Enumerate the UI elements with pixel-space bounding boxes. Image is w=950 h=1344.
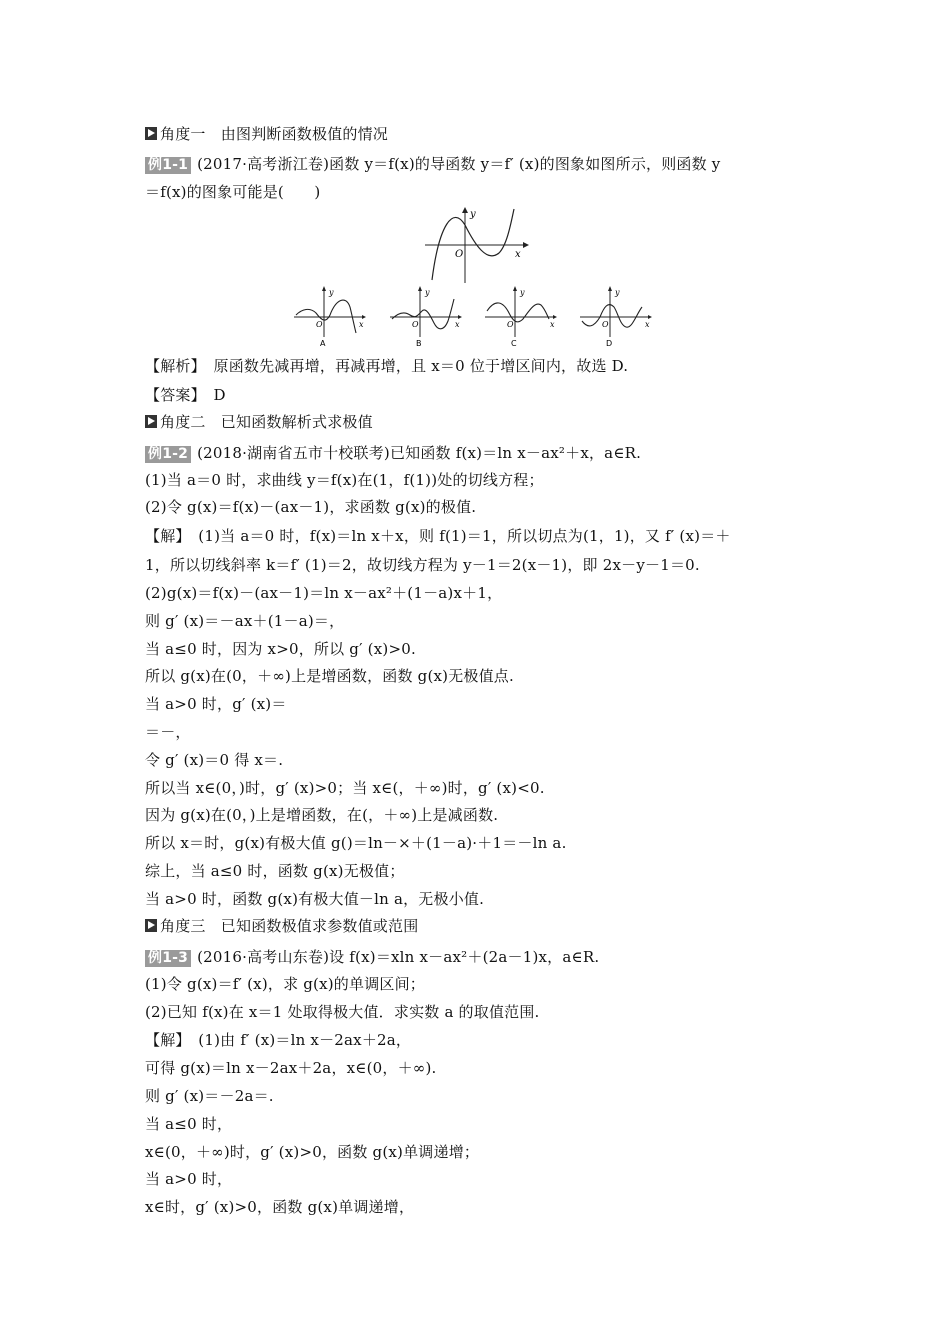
solution-line: 则 g′ (x)＝－2a＝.	[145, 1087, 274, 1105]
solution-line: 所以 g(x)在(0，＋∞)上是增函数，函数 g(x)无极值点.	[145, 667, 514, 685]
solution-line: 所以 x＝时，g(x)有极大值 g()＝ln－×＋(1－a)·＋1＝－ln a.	[145, 834, 567, 852]
solution-line: x∈(0，＋∞)时，g′ (x)>0，函数 g(x)单调递增；	[145, 1143, 480, 1161]
solution-line: 当 a≤0 时，因为 x>0，所以 g′ (x)>0.	[145, 640, 416, 658]
section-heading-angle3: 角度三 已知函数极值求参数值或范围	[145, 916, 418, 936]
solution-line: 当 a≤0 时，	[145, 1115, 233, 1133]
option-graph-b	[388, 285, 468, 347]
solution-line: 因为 g(x)在(0，)上是增函数，在(，＋∞)上是减函数.	[145, 806, 499, 824]
svg-text:y: y	[329, 288, 334, 297]
option-graph-d	[578, 285, 658, 347]
option-graph-c	[483, 285, 563, 347]
play-triangle-icon	[145, 415, 157, 428]
question-1: (1)令 g(x)＝f′ (x)，求 g(x)的单调区间；	[145, 975, 426, 993]
question-2: (2)令 g(x)＝f(x)－(ax－1)，求函数 g(x)的极值.	[145, 498, 477, 516]
play-triangle-icon	[145, 919, 157, 932]
solution-line: ＝－，	[145, 723, 191, 741]
example-1-1-stem: 例1-1 (2017·高考浙江卷)函数 y＝f(x)的导函数 y＝f′ (x)的图象如图所示，则函数 y	[145, 154, 720, 174]
solution-line: 当 a>0 时，	[145, 1170, 233, 1188]
svg-text:x: x	[455, 320, 460, 329]
answer-line: 【答案】 D	[145, 386, 226, 404]
svg-text:O: O	[412, 320, 419, 329]
example-1-3-stem: 例1-3 (2016·高考山东卷)设 f(x)＝xln x－ax²＋(2a－1)x，a∈R.	[145, 947, 599, 967]
section-heading-angle1: 角度一 由图判断函数极值的情况	[145, 124, 388, 144]
solution-line: 令 g′ (x)＝0 得 x＝.	[145, 751, 284, 769]
derivative-graph	[425, 205, 530, 283]
play-triangle-icon	[145, 127, 157, 140]
solution-line: x∈时，g′ (x)>0，函数 g(x)单调递增，	[145, 1198, 415, 1216]
solution-line: 则 g′ (x)＝－ax＋(1－a)＝，	[145, 612, 345, 630]
solution-line: 可得 g(x)＝ln x－2ax＋2a，x∈(0，＋∞).	[145, 1059, 437, 1077]
option-graph-a	[292, 285, 372, 347]
svg-text:x: x	[645, 320, 650, 329]
solution-line: 所以当 x∈(0，)时，g′ (x)>0；当 x∈(，＋∞)时，g′ (x)<0.	[145, 779, 545, 797]
svg-text:O: O	[507, 320, 514, 329]
solution-line: 当 a>0 时，g′ (x)＝	[145, 695, 287, 713]
graph-label-origin: O	[455, 249, 464, 260]
option-label-a: A	[320, 339, 326, 347]
example-tag: 例1-3	[145, 950, 191, 967]
svg-text:y: y	[615, 288, 620, 297]
question-1: (1)当 a＝0 时，求曲线 y＝f(x)在(1，f(1))处的切线方程；	[145, 471, 544, 489]
svg-text:y: y	[520, 288, 525, 297]
graph-label-y: y	[470, 209, 476, 220]
example-tag: 例1-1	[145, 157, 191, 174]
graph-label-x: x	[515, 249, 521, 260]
svg-text:y: y	[425, 288, 430, 297]
option-label-d: D	[606, 339, 613, 347]
example-tag: 例1-2	[145, 446, 191, 463]
svg-text:O: O	[602, 320, 609, 329]
question-2: (2)已知 f(x)在 x＝1 处取得极大值．求实数 a 的取值范围.	[145, 1003, 540, 1021]
solution-line: 【解】 (1)由 f′ (x)＝ln x－2ax＋2a，	[145, 1031, 412, 1049]
section-heading-angle2: 角度二 已知函数解析式求极值	[145, 412, 373, 432]
analysis-line: 【解析】 原函数先减再增，再减再增，且 x＝0 位于增区间内，故选 D.	[145, 357, 629, 375]
solution-line: 1，所以切线斜率 k＝f′ (1)＝2，故切线方程为 y－1＝2(x－1)，即 2x－y－1＝0.	[145, 556, 700, 574]
solution-line: 当 a>0 时，函数 g(x)有极大值－ln a，无极小值.	[145, 890, 485, 908]
example-1-2-stem: 例1-2 (2018·湖南省五市十校联考)已知函数 f(x)＝ln x－ax²＋x，a∈R.	[145, 443, 641, 463]
option-label-b: B	[416, 339, 422, 347]
svg-text:x: x	[359, 320, 364, 329]
option-label-c: C	[511, 339, 517, 347]
svg-text:O: O	[316, 320, 323, 329]
solution-line: 综上，当 a≤0 时，函数 g(x)无极值；	[145, 862, 405, 880]
svg-text:x: x	[550, 320, 555, 329]
example-1-1-stem-cont: ＝f(x)的图象可能是( )	[145, 183, 321, 201]
solution-line: (2)g(x)＝f(x)－(ax－1)＝ln x－ax²＋(1－a)x＋1，	[145, 584, 503, 602]
solution-line: 【解】 (1)当 a＝0 时，f(x)＝ln x＋x，则 f(1)＝1，所以切点为(1，1)，又 f′ (x)＝＋	[145, 527, 731, 545]
